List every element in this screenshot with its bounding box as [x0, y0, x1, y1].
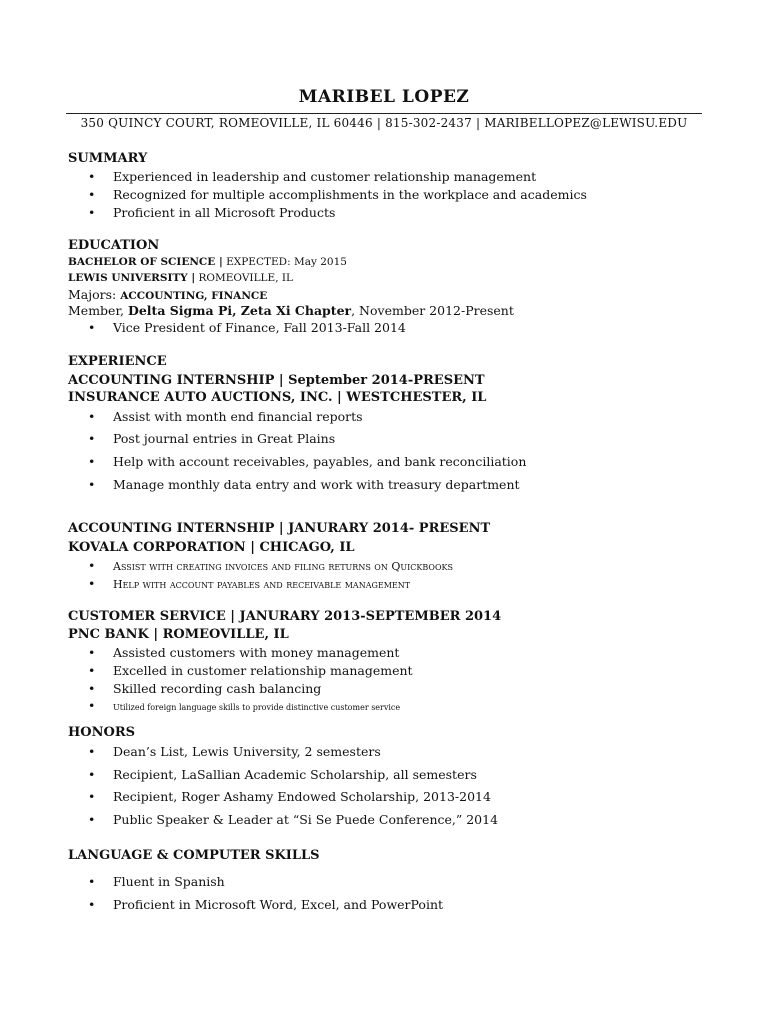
degree-line: BACHELOR OF SCIENCE | EXPECTED: May 2015 — [68, 256, 347, 268]
honors-item: • Recipient, Roger Ashamy Endowed Scholarship, 2013-2014 — [88, 789, 491, 804]
bullet-icon: • — [88, 187, 96, 202]
bullet-icon: • — [88, 789, 96, 804]
majors-line: Majors: ACCOUNTING, FINANCE — [68, 287, 268, 302]
bullet-icon: • — [88, 409, 96, 424]
bullet-icon: • — [88, 558, 96, 573]
bullet-icon: • — [88, 576, 96, 591]
bullet-icon: • — [88, 698, 96, 713]
honors-heading: HONORS — [68, 725, 136, 740]
skills-heading: LANGUAGE & COMPUTER SKILLS — [68, 848, 320, 863]
bullet-icon: • — [88, 874, 96, 889]
job-title: ACCOUNTING INTERNSHIP | September 2014-PRESENT — [68, 373, 485, 388]
summary-heading: SUMMARY — [68, 151, 148, 166]
job-item: • Excelled in customer relationship management — [88, 663, 413, 678]
job-company: INSURANCE AUTO AUCTIONS, INC. | WESTCHESTER, IL — [68, 390, 487, 405]
summary-item: • Experienced in leadership and customer relationship management — [88, 169, 537, 184]
skills-item: • Fluent in Spanish — [88, 874, 225, 889]
bullet-icon: • — [88, 681, 96, 696]
honors-item: • Recipient, LaSallian Academic Scholarship, all semesters — [88, 767, 477, 782]
bullet-icon: • — [88, 767, 96, 782]
job-item: • Assist with month end financial reports — [88, 409, 363, 424]
contact-line: 350 QUINCY COURT, ROMEOVILLE, IL 60446 | 815-302-2437 | MARIBELLOPEZ@LEWISU.EDU — [80, 116, 688, 130]
skills-item: • Proficient in Microsoft Word, Excel, and PowerPoint — [88, 897, 444, 912]
job-title: CUSTOMER SERVICE | JANURARY 2013-SEPTEMBER 2014 — [68, 609, 502, 624]
header-divider — [66, 113, 702, 114]
bullet-icon: • — [88, 812, 96, 827]
summary-item: • Proficient in all Microsoft Products — [88, 205, 336, 220]
job-item: • Utilized foreign language skills to provide distinctive customer service — [88, 698, 401, 713]
membership-line: Member, Delta Sigma Pi, Zeta Xi Chapter, November 2012-Present — [68, 303, 514, 318]
honors-item: • Public Speaker & Leader at “Si Se Puede Conference,” 2014 — [88, 812, 499, 827]
education-item: • Vice President of Finance, Fall 2013-Fall 2014 — [88, 320, 406, 335]
job-company: PNC BANK | ROMEOVILLE, IL — [68, 627, 289, 642]
bullet-icon: • — [88, 645, 96, 660]
job-item: • Assist with creating invoices and filing returns on Quickbooks — [88, 558, 453, 573]
bullet-icon: • — [88, 744, 96, 759]
bullet-icon: • — [88, 663, 96, 678]
bullet-icon: • — [88, 320, 96, 335]
summary-item: • Recognized for multiple accomplishments in the workplace and academics — [88, 187, 587, 202]
job-item: • Assisted customers with money management — [88, 645, 400, 660]
bullet-icon: • — [88, 477, 96, 492]
bullet-icon: • — [88, 454, 96, 469]
job-item: • Skilled recording cash balancing — [88, 681, 322, 696]
job-item: • Manage monthly data entry and work with treasury department — [88, 477, 520, 492]
job-company: KOVALA CORPORATION | CHICAGO, IL — [68, 540, 355, 555]
school-line: LEWIS UNIVERSITY | ROMEOVILLE, IL — [68, 272, 293, 284]
job-title: ACCOUNTING INTERNSHIP | JANURARY 2014- PRESENT — [68, 521, 491, 536]
education-heading: EDUCATION — [68, 238, 160, 253]
resume-name: MARIBEL LOPEZ — [298, 87, 470, 107]
bullet-icon: • — [88, 431, 96, 446]
job-item: • Help with account payables and receivable management — [88, 576, 411, 591]
job-item: • Post journal entries in Great Plains — [88, 431, 336, 446]
honors-item: • Dean’s List, Lewis University, 2 semesters — [88, 744, 381, 759]
bullet-icon: • — [88, 169, 96, 184]
experience-heading: EXPERIENCE — [68, 354, 167, 369]
bullet-icon: • — [88, 897, 96, 912]
bullet-icon: • — [88, 205, 96, 220]
job-item: • Help with account receivables, payables, and bank reconciliation — [88, 454, 527, 469]
